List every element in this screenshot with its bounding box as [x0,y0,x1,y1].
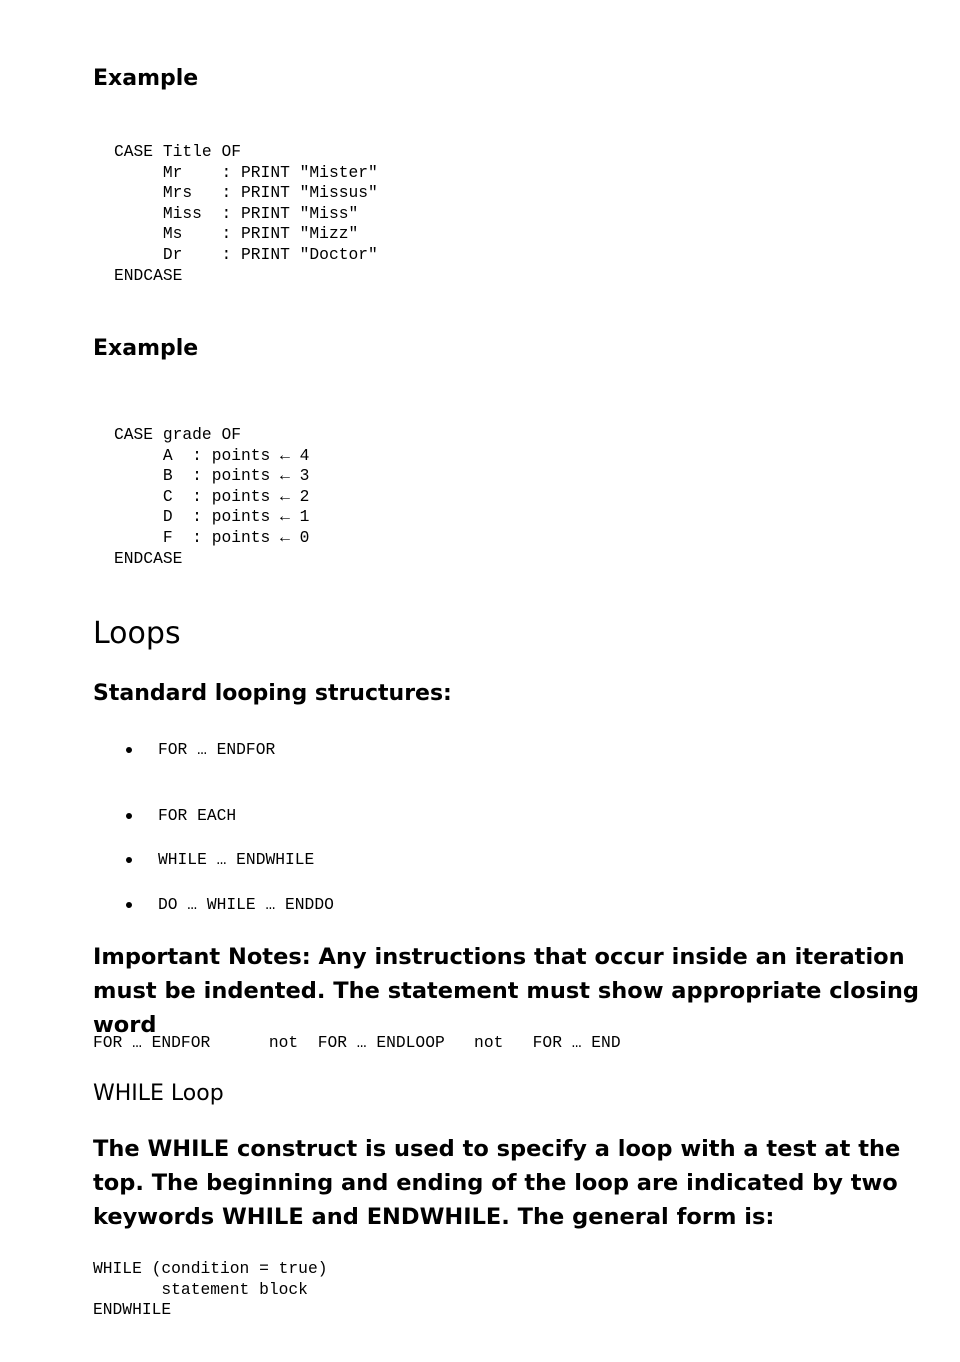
description-text: The [93,1136,148,1162]
bullet-icon [126,747,132,753]
description-text: construct is used to specify a loop with a test at the top. The beginning and ending of the loop are indicated by two keywords [93,1136,901,1230]
keyword-endwhile: ENDWHILE [366,1204,502,1230]
important-notes-paragraph: Important Notes: Any instructions that occur inside an iteration must be indented. The statement must show appropriate closing word [93,944,919,1038]
list-item-label: WHILE … ENDWHILE [158,850,315,869]
while-loop-code-block: WHILE (condition = true) statement block ENDWHILE [93,1259,328,1320]
description-text: . The general form is: [501,1204,775,1230]
bullet-icon [126,813,132,819]
bullet-icon [126,857,132,863]
while-loop-heading: WHILE Loop [93,1081,224,1106]
bullet-icon [126,902,132,908]
while-loop-description [93,1132,923,1234]
keyword-while: WHILE [147,1136,230,1162]
loops-heading: Loops [93,616,181,651]
example-heading: Example [93,336,199,361]
closing-word-example: FOR … ENDFOR not FOR … ENDLOOP not FOR … END [93,1033,621,1052]
loops-subheading: Standard looping structures: [93,681,452,706]
case-grade-code-block: CASE grade OF A : points ← 4 B : points ← 3 C : points ← 2 D : points ← 1 F : points ← 0 ENDCASE [114,425,310,568]
list-item-label: DO … WHILE … ENDDO [158,895,334,914]
description-text: and [303,1204,367,1230]
list-item-label: FOR … ENDFOR [158,740,276,759]
case-title-code-block: CASE Title OF Mr : PRINT "Mister" Mrs : PRINT "Missus" Miss : PRINT "Miss" Ms : PRINT "Mizz" Dr : PRINT "Doctor" ENDCASE [114,142,378,285]
list-item-label: FOR EACH [158,806,237,825]
example-heading: Example [93,66,199,91]
keyword-while: WHILE [221,1204,304,1230]
